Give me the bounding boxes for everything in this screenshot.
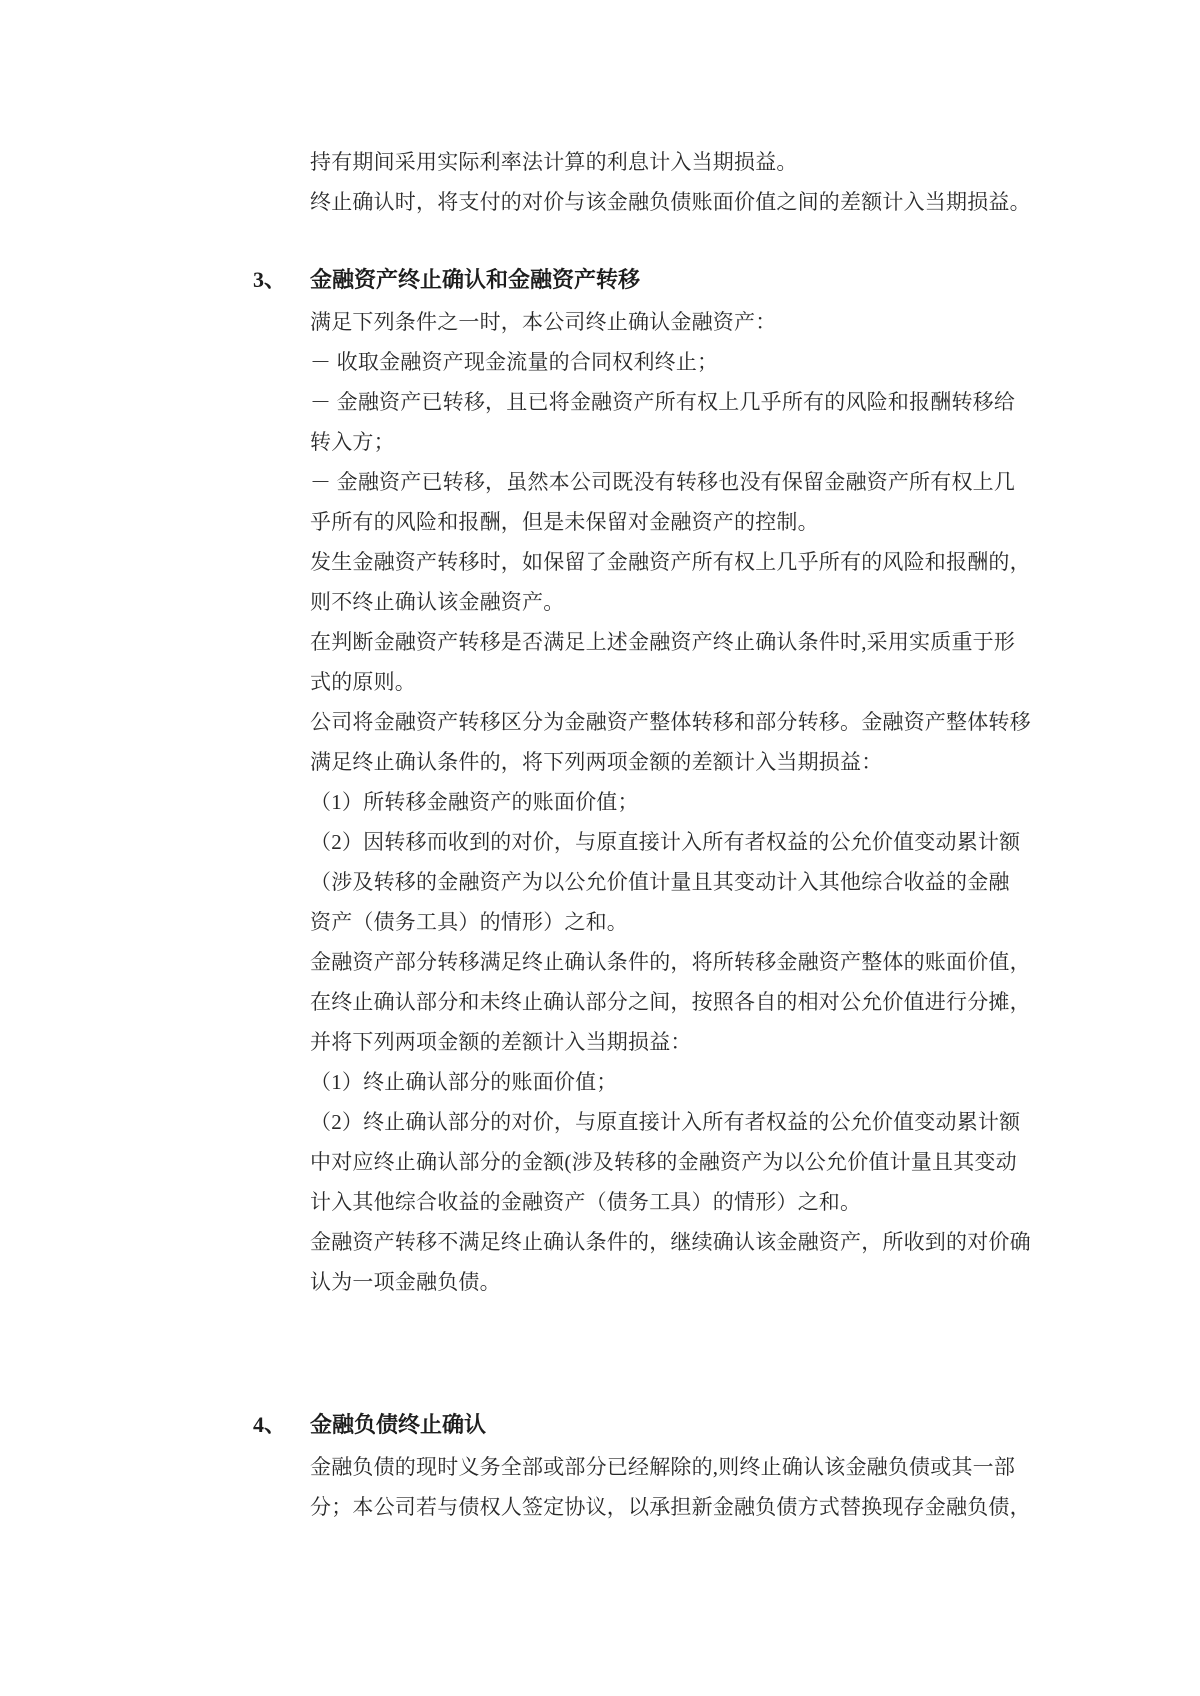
text-line: 金融负债的现时义务全部或部分已经解除的,则终止确认该金融负债或其一部 (310, 1455, 1016, 1479)
text-line: 乎所有的风险和报酬，但是未保留对金融资产的控制。 (310, 510, 819, 534)
text-line: （2）因转移而收到的对价，与原直接计入所有者权益的公允价值变动累计额 (310, 830, 1021, 854)
text-line: 金融资产部分转移满足终止确认条件的，将所转移金融资产整体的账面价值， (310, 950, 1031, 974)
text-line: 在终止确认部分和未终止确认部分之间，按照各自的相对公允价值进行分摊， (310, 990, 1031, 1014)
text-line: － 收取金融资产现金流量的合同权利终止； (310, 350, 719, 374)
section-number: 4、 (253, 1412, 287, 1437)
text-line: － 金融资产已转移，且已将金融资产所有权上几乎所有的风险和报酬转移给 (310, 390, 1016, 414)
text-line: － 金融资产已转移，虽然本公司既没有转移也没有保留金融资产所有权上几 (310, 470, 1016, 494)
document-content (253, 142, 1031, 1527)
section-body (310, 1447, 1031, 1527)
section-title: 金融负债终止确认 (310, 1412, 487, 1437)
text-line: 分；本公司若与债权人签定协议，以承担新金融负债方式替换现存金融负债， (310, 1495, 1031, 1519)
text-line: （涉及转移的金融资产为以公允价值计量且其变动计入其他综合收益的金融 (310, 870, 1010, 894)
text-line: 中对应终止确认部分的金额(涉及转移的金融资产为以公允价值计量且其变动 (310, 1150, 1017, 1174)
text-line: 金融资产转移不满足终止确认条件的，继续确认该金融资产，所收到的对价确 (310, 1230, 1031, 1254)
text-line: 持有期间采用实际利率法计算的利息计入当期损益。 (310, 150, 798, 174)
section-heading (253, 1405, 1026, 1445)
text-line: 满足终止确认条件的，将下列两项金额的差额计入当期损益： (310, 750, 883, 774)
text-line: 计入其他综合收益的金融资产（债务工具）的情形）之和。 (310, 1190, 862, 1214)
text-line: 终止确认时，将支付的对价与该金融负债账面价值之间的差额计入当期损益。 (310, 190, 1031, 214)
section-financial-liability-derecognition (253, 1405, 1031, 1527)
text-line: （2）终止确认部分的对价，与原直接计入所有者权益的公允价值变动累计额 (310, 1110, 1021, 1134)
section-title: 金融资产终止确认和金融资产转移 (310, 267, 641, 292)
text-line: （1）终止确认部分的账面价值； (310, 1070, 618, 1094)
section-financial-asset-derecognition (253, 260, 1031, 1302)
text-line: （1）所转移金融资产的账面价值； (310, 790, 639, 814)
text-line: 资产（债务工具）的情形）之和。 (310, 910, 628, 934)
text-line: 并将下列两项金额的差额计入当期损益： (310, 1030, 692, 1054)
text-line: 转入方； (310, 430, 395, 454)
text-line: 满足下列条件之一时，本公司终止确认金融资产： (310, 310, 777, 334)
section-number: 3、 (253, 267, 287, 292)
text-line: 式的原则。 (310, 670, 416, 694)
text-line: 在判断金融资产转移是否满足上述金融资产终止确认条件时,采用实质重于形 (310, 630, 1016, 654)
section-heading (253, 260, 1026, 300)
text-line: 则不终止确认该金融资产。 (310, 590, 565, 614)
text-line: 认为一项金融负债。 (310, 1270, 501, 1294)
section-body (310, 302, 1031, 1302)
text-line: 公司将金融资产转移区分为金融资产整体转移和部分转移。金融资产整体转移 (310, 710, 1031, 734)
intro-paragraph (310, 142, 1031, 222)
text-line: 发生金融资产转移时，如保留了金融资产所有权上几乎所有的风险和报酬的， (310, 550, 1031, 574)
